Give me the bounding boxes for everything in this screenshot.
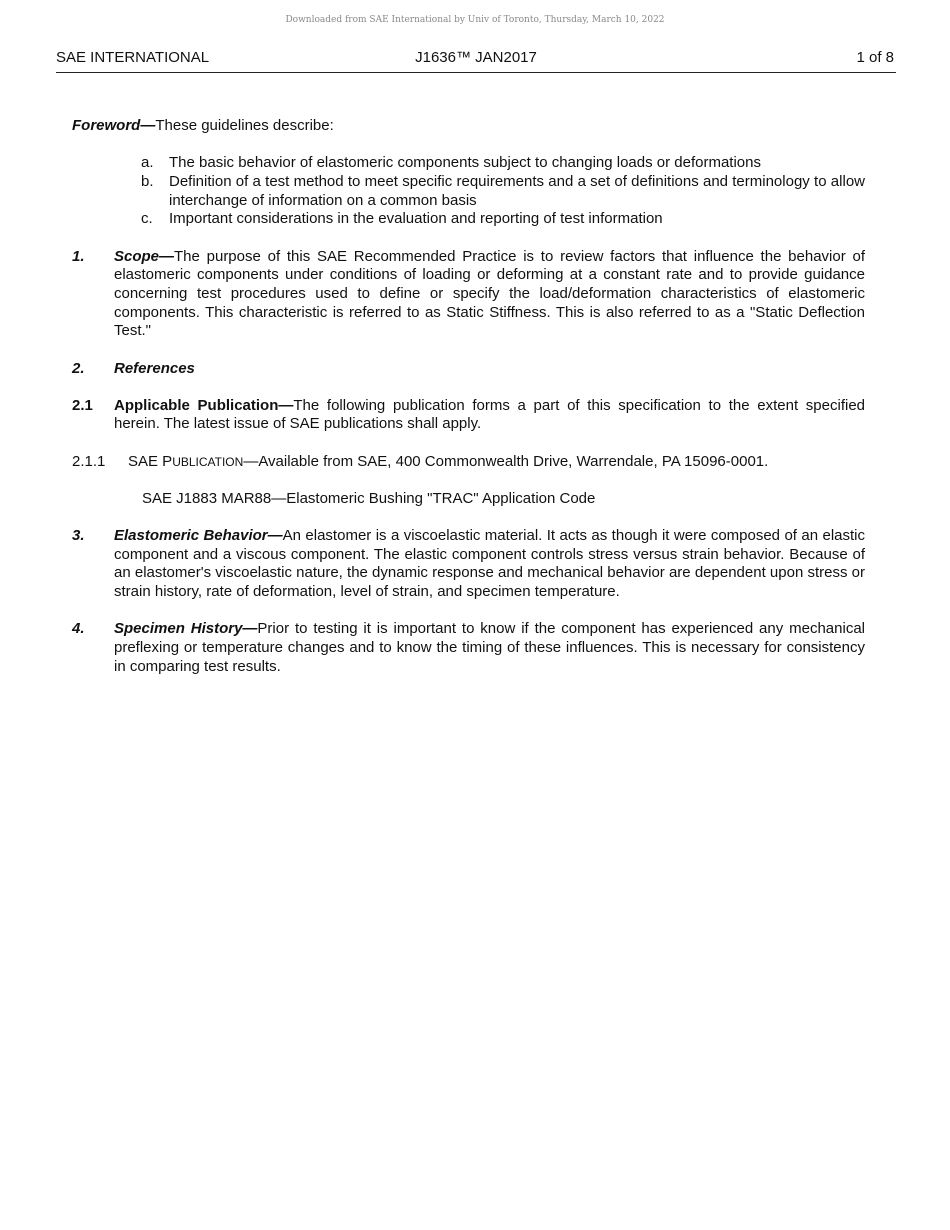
list-marker: a. xyxy=(141,154,154,172)
page-header xyxy=(56,49,896,73)
foreword-list xyxy=(72,154,865,229)
section-title-initial: SAE P xyxy=(128,452,173,470)
list-item xyxy=(72,173,865,210)
list-marker: c. xyxy=(141,210,153,228)
section-title: References xyxy=(114,359,195,377)
document-body xyxy=(72,117,865,695)
section-text: The following publication forms a part of this specification to the extent specified herein. The latest issue of SAE publications shall apply. xyxy=(114,396,866,433)
section-number: 3. xyxy=(72,527,85,545)
section-number: 1. xyxy=(72,247,85,265)
section-text: —Available from SAE, 400 Commonwealth Drive, Warrendale, PA 15096-0001. xyxy=(243,452,769,470)
section-text: Prior to testing it is important to know if the component has experienced any mechanical preflexing or temperature changes and to know the timing of these influences. This is necessary for consistency in comparing test results. xyxy=(114,620,865,675)
list-item xyxy=(72,210,865,229)
list-item xyxy=(72,154,865,173)
section-scope xyxy=(72,248,865,342)
section-title xyxy=(128,453,243,470)
section-elastomeric-behavior xyxy=(72,527,865,602)
list-item-text: Important considerations in the evaluation and reporting of test information xyxy=(169,210,663,228)
foreword-text: These guidelines describe: xyxy=(155,117,334,134)
list-item-text: The basic behavior of elastomeric components subject to changing loads or deformations xyxy=(169,154,761,172)
download-watermark: Downloaded from SAE International by Univ of Toronto, Thursday, March 10, 2022 xyxy=(285,15,665,25)
reference-item: SAE J1883 MAR88—Elastomeric Bushing "TRAC" Application Code xyxy=(142,489,596,507)
section-title: Specimen History— xyxy=(114,620,258,638)
header-page-number: 1 of 8 xyxy=(856,49,894,66)
section-sae-publication xyxy=(72,453,865,472)
section-title: Scope— xyxy=(114,247,175,265)
section-specimen-history xyxy=(72,620,865,676)
header-publisher: SAE INTERNATIONAL xyxy=(56,49,210,66)
section-text: An elastomer is a viscoelastic material. It acts as though it were composed of an elastic component and a viscous component. The elastic component controls stress versus strain behavior. Because of an elastomer's viscoelastic nature, the dynamic response and mechanical behavior are dependent upon stress or strain history, rate of deformation, level of strain, and specimen temperature. xyxy=(114,527,865,601)
section-title: Applicable Publication— xyxy=(114,396,294,414)
section-references xyxy=(72,360,865,379)
section-number: 4. xyxy=(72,620,85,638)
list-item-text: Definition of a test method to meet specific requirements and a set of definitions and terminology to allow interchange of information on a common basis xyxy=(169,172,865,209)
list-marker: b. xyxy=(141,172,154,190)
section-number: 2.1.1 xyxy=(72,452,106,470)
header-document-id: J1636™ JAN2017 xyxy=(415,49,537,66)
section-title: Elastomeric Behavior— xyxy=(114,527,283,545)
section-number: 2. xyxy=(72,359,85,377)
foreword-label: Foreword— xyxy=(72,117,156,134)
section-text: The purpose of this SAE Recommended Practice is to review factors that influence the behavior of elastomeric components under conditions of loading or deforming at a constant rate and to provide guidance concerning test procedures used to define or specify the load/deformation characteristics of elastomeric components. This characteristic is referred to as Static Stiffness. This is also referred to as a "Static Deflection Test." xyxy=(114,247,865,340)
section-number: 2.1 xyxy=(72,396,93,414)
foreword-paragraph xyxy=(72,117,865,136)
section-applicable-publication xyxy=(72,397,865,434)
section-title-rest: UBLICATION xyxy=(172,454,244,469)
